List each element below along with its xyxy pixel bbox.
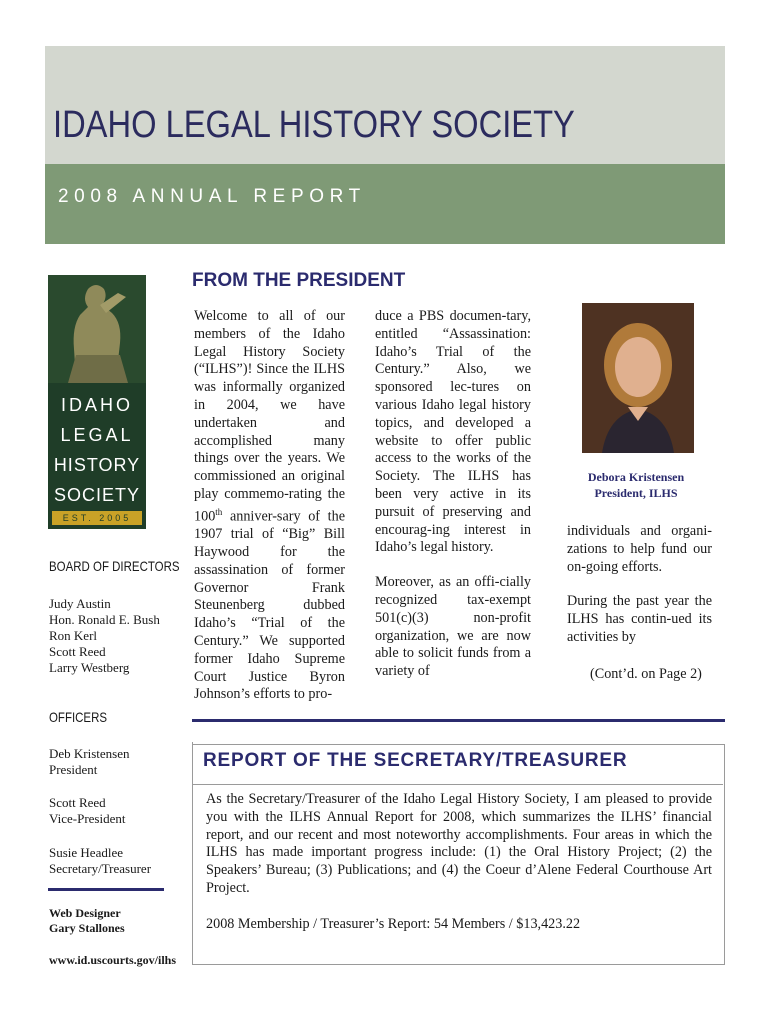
- officer-name: Scott Reed: [49, 795, 106, 810]
- logo-text-line: IDAHO: [60, 395, 133, 415]
- logo-established: EST. 2005: [52, 511, 142, 525]
- officer-entry: [49, 795, 125, 827]
- president-text: anniver-sary of the 1907 trial of “Big” Bill Haywood for the assassination of former Governor Frank Steunenberg dubbed Idaho’s “Trial of the Century.” We supported former Idaho Supreme Court Justice Byron Johnson’s efforts to pro-: [194, 508, 345, 703]
- photo-caption: [560, 469, 712, 501]
- treasurer-summary: 2008 Membership / Treasurer’s Report: 54 Members / $13,423.22: [206, 916, 581, 932]
- section-divider: [192, 719, 725, 722]
- president-photo: [582, 303, 694, 453]
- continued-note: (Cont’d. on Page 2): [590, 666, 702, 682]
- web-designer-name: Gary Stallones: [49, 921, 125, 935]
- president-paragraph: During the past year the ILHS has contin-ued its activities by: [567, 593, 712, 645]
- page-title: IDAHO LEGAL HISTORY SOCIETY: [53, 104, 575, 146]
- president-paragraph: Moreover, as an offi-cially recognized tax-exempt 501(c)(3) non-profit organization, we are now able to solicit funds from a variety of: [375, 574, 531, 680]
- board-member: Hon. Ronald E. Bush: [49, 612, 160, 627]
- officer-name: Deb Kristensen: [49, 746, 130, 761]
- web-designer-credit: [49, 906, 125, 936]
- treasurer-divider: [193, 784, 723, 785]
- president-paragraph: individuals and organi-zations to help fund our on-going efforts.: [567, 523, 712, 575]
- officer-role: Secretary/Treasurer: [49, 861, 152, 876]
- officer-name: Susie Headlee: [49, 845, 124, 860]
- president-column-2: [375, 308, 531, 681]
- logo-text-line: HISTORY: [53, 455, 141, 475]
- board-heading: BOARD OF DIRECTORS: [49, 558, 180, 574]
- logo-text-line: LEGAL: [60, 425, 134, 445]
- treasurer-heading: REPORT OF THE SECRETARY/TREASURER: [203, 750, 628, 771]
- ordinal-suffix: th: [215, 506, 223, 517]
- report-subtitle: 2008 ANNUAL REPORT: [58, 186, 366, 207]
- officer-role: Vice-President: [49, 811, 126, 826]
- officer-entry: [49, 845, 151, 877]
- board-member-list: [49, 596, 160, 676]
- officers-heading: OFFICERS: [49, 709, 108, 725]
- portrait-image: [582, 303, 694, 453]
- board-member: Judy Austin: [49, 596, 111, 611]
- president-text: Welcome to all of our members of the Idaho Legal History Society (“ILHS”)! Since the ILHS was informally organized in 2004, we have undertaken and accomplished many things over the years. We commissioned an original play commemo-rating the 100: [194, 308, 345, 525]
- logo-text-line: SOCIETY: [53, 485, 140, 505]
- board-member: Ron Kerl: [49, 628, 98, 643]
- sidebar-divider: [48, 888, 164, 891]
- board-member: Larry Westberg: [49, 660, 130, 675]
- president-heading: FROM THE PRESIDENT: [192, 270, 406, 291]
- officer-entry: [49, 746, 130, 778]
- officer-role: President: [49, 762, 98, 777]
- treasurer-body: As the Secretary/Treasurer of the Idaho Legal History Society, I am pleased to provide you with the ILHS Annual Report for 2008, which summarizes the ILHS’ financial report, and our recent and most noteworthy accomplishments. Four areas in which the ILHS has made important progress include: (1) the Oral History Project; (2) the Speakers’ Bureau; (3) Publications; and (4) the Coeur d’Alene Federal Courthouse Art Project.: [206, 791, 712, 896]
- statue-figure-icon: [48, 275, 146, 383]
- website-link[interactable]: www.id.uscourts.gov/ilhs: [49, 953, 177, 967]
- president-column-3: [567, 523, 712, 647]
- caption-name: Debora Kristensen: [587, 470, 685, 484]
- president-paragraph: duce a PBS documen-tary, entitled “Assassination: Idaho’s Trial of the Century.” Also, we sponsored lec-tures on various Idaho legal history topics, and developed a website to offer public access to the works of the Society. The ILHS has been very active in its pursuit of preserving and encourag-ing interest in Idaho’s legal history.: [375, 308, 531, 556]
- president-column-1: [194, 308, 345, 704]
- web-designer-label: Web Designer: [49, 906, 121, 920]
- society-logo: [48, 275, 146, 529]
- board-member: Scott Reed: [49, 644, 106, 659]
- caption-title: President, ILHS: [594, 486, 678, 500]
